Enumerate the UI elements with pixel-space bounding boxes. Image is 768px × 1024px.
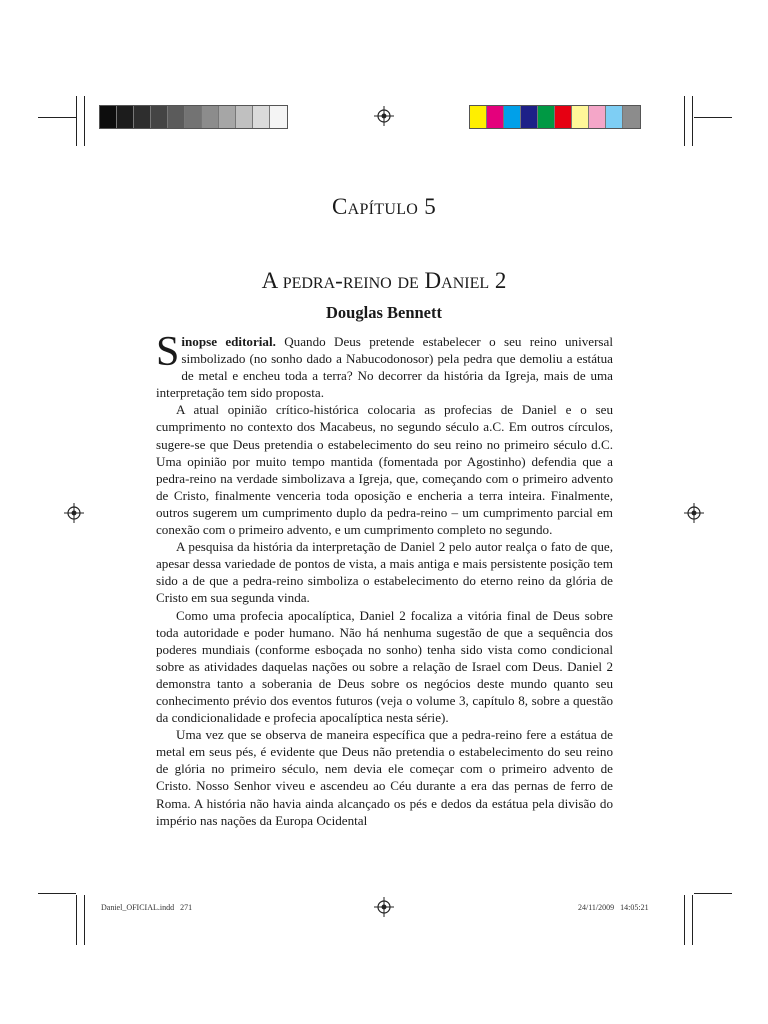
color-swatch [623,106,640,128]
color-swatch [253,106,270,128]
color-swatch [185,106,202,128]
registration-target-icon [684,503,704,523]
color-swatch [270,106,287,128]
paragraph: Como uma profecia apocalíptica, Daniel 2 focaliza a vitória final de Deus sobre toda autoridade e poder humano. Não há nenhuma sugestão de que a sequência dos poderes mundiais (conforme esboçada no sonho) tenha sido vista como condicional sobre as atividades daquelas nações ou sobre a relação de Israel com Deus. Daniel 2 demonstra tanto a soberania de Deus sobre os negócios deste mundo quanto seu conhecimento prévio dos eventos futuros (veja o volume 3, capítulo 8, sobre a questão da condicionalidade e profecia apocalíptica nesta série). [156,607,613,726]
crop-mark [76,96,77,146]
article-title: A pedra-reino de Daniel 2 [261,268,507,293]
author-name: Douglas Bennett [326,303,442,322]
color-bar [469,105,641,129]
drop-cap: S [156,329,180,375]
crop-mark [692,96,693,146]
color-swatch [555,106,572,128]
color-swatch [219,106,236,128]
paragraph [156,329,613,401]
paragraph: Uma vez que se observa de maneira específica que a pedra-reino fere a estátua de metal em seus pés, é evidente que Deus não pretendia o estabelecimento do seu reino de glória no primeiro século, nem devia ele começar com o primeiro advento de Cristo. Nosso Senhor viveu e ascendeu ao Céu durante a era das pernas de ferro de Roma. A história não havia ainda alcançado os pés e dedos da estátua pela divisão do império nas nações da Europa Ocidental [156,727,613,828]
registration-target-icon [64,503,84,523]
color-swatch [117,106,134,128]
grayscale-bar [99,105,288,129]
color-swatch [572,106,589,128]
color-swatch [236,106,253,128]
crop-mark [84,96,85,146]
paragraph-text: Quando Deus pretende estabelecer o seu reino universal simbolizado (no sonho dado a Nabucodonosor) pela pedra que demoliu a estátua de metal e encheu toda a terra? No decorrer da história da Igreja, mais de uma interpretação tem sido proposta. [156,334,613,401]
color-swatch [589,106,606,128]
color-swatch [521,106,538,128]
slug-timestamp: 24/11/2009 14:05:21 [578,903,649,912]
color-swatch [606,106,623,128]
color-swatch [151,106,168,128]
crop-mark [76,895,77,945]
color-swatch [487,106,504,128]
crop-mark [38,893,76,894]
article-body [156,329,613,829]
crop-mark [694,117,732,118]
paragraph: A pesquisa da história da interpretação de Daniel 2 pelo autor realça o fato de que, apesar dessa variedade de pontos de vista, a mais antiga e mais persistente posição tem sido a de que a pedra-reino simboliza o estabelecimento do eterno reino da glória de Cristo em sua segunda vinda. [156,539,613,606]
crop-mark [684,96,685,146]
crop-mark [694,893,732,894]
color-swatch [202,106,219,128]
registration-target-icon [374,897,394,917]
synopsis-label: inopse editorial. [181,334,276,349]
registration-target-icon [374,106,394,126]
color-swatch [470,106,487,128]
paragraph: A atual opinião crítico-histórica colocaria as profecias de Daniel e o seu cumprimento no contexto dos Macabeus, no segundo século a.C. Em outros círculos, sugere-se que Deus pretendia o estabelecimento do seu reino no primeiro século d.C. Uma opinião por muito tempo mantida (fomentada por Agostinho) defendia que a pedra-reino na verdade simbolizava a Igreja, que, começando com o primeiro advento de Cristo, finalmente venceria toda oposição e encheria a terra inteira. Finalmente, outros sugerem um cumprimento duplo da pedra-reino – um cumprimento parcial em conexão com o primeiro advento, e um cumprimento completo no segundo. [156,402,613,538]
crop-mark [84,895,85,945]
slug-file-info: Daniel_OFICIAL.indd 271 [101,903,193,912]
color-swatch [504,106,521,128]
color-swatch [538,106,555,128]
color-swatch [168,106,185,128]
crop-mark [38,117,76,118]
crop-mark [692,895,693,945]
color-swatch [100,106,117,128]
chapter-heading: Capítulo 5 [331,194,437,219]
color-swatch [134,106,151,128]
crop-mark [684,895,685,945]
